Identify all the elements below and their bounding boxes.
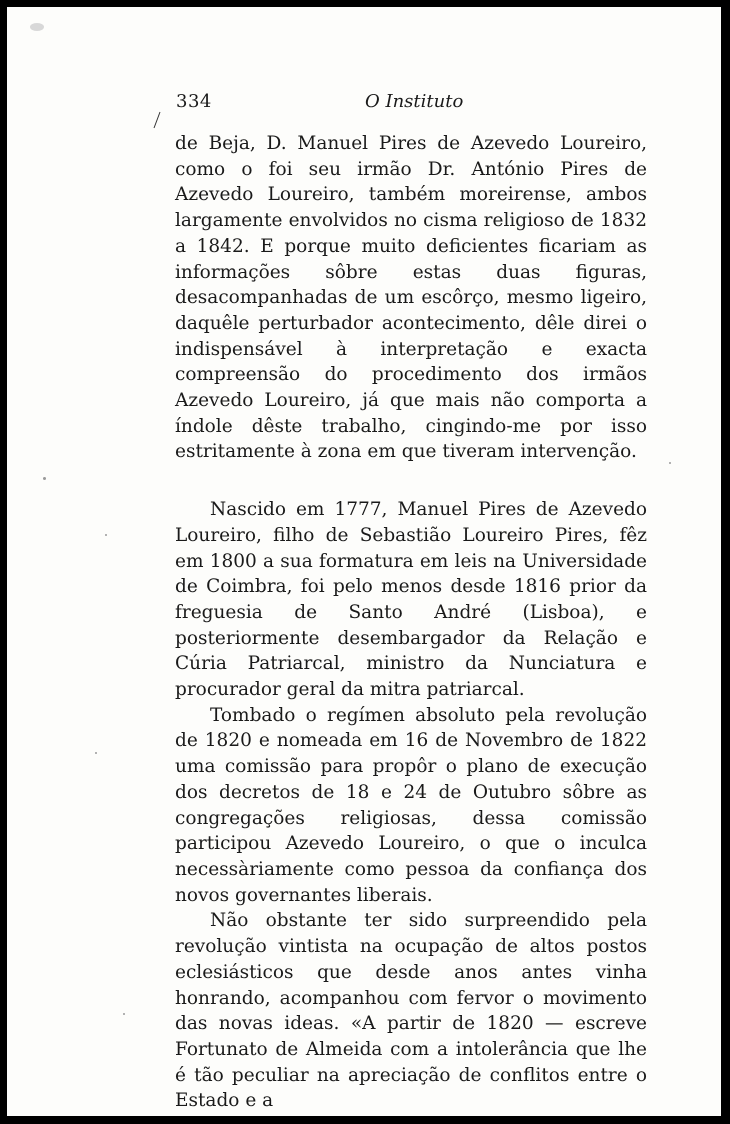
running-title: O Instituto (365, 91, 464, 112)
paragraph: Não obstante ter sido surpreendido pela revolução vintista na ocupação de altos postos eclesiásticos que desde anos antes vinha honrando, acompanhou com fervor o movimento das novas ideas. «A partir de 1820 — escreve Fortunato de Almeida com a intolerância que lhe é tão peculiar na apreciação de conflitos entre o Estado e a (175, 910, 647, 1112)
page-header (167, 91, 647, 121)
scan-speck (105, 534, 107, 536)
paragraph-continuation: de Beja, D. Manuel Pires de Azevedo Loureiro, como o foi seu irmão Dr. António Pires de Azevedo Loureiro, também moreirense, ambos largamente envolvidos no cisma religioso de 1832 a 1842. E porque muito deficientes ficariam as informações sôbre estas duas figuras, desacompanhadas de um escôrço, mesmo ligeiro, daquêle perturbador acontecimento, dêle direi o indispensável à interpretação e exacta compreensão do procedimento dos irmãos Azevedo Loureiro, já que mais não comporta a índole dêste trabalho, cingindo-me por isso estritamente à zona em que tiveram intervenção. (175, 133, 647, 463)
pencil-mark-icon (152, 111, 162, 129)
body-text (175, 131, 647, 1114)
page-number: 334 (176, 91, 212, 112)
section-gap (175, 465, 647, 497)
scan-speck (43, 477, 46, 480)
paragraph: Tombado o regímen absoluto pela revolução de 1820 e nomeada em 16 de Novembro de 1822 uma comissão para propôr o plano de execução dos decretos de 18 e 24 de Outubro sôbre as congregações religiosas, dessa comissão participou Azevedo Loureiro, o que o inculca necessàriamente como pessoa da confiança dos novos governantes liberais. (175, 704, 647, 906)
paragraph: Nascido em 1777, Manuel Pires de Azevedo Loureiro, filho de Sebastião Loureiro Pires, fêz em 1800 a sua formatura em leis na Universidade de Coimbra, foi pelo menos desde 1816 prior da freguesia de Santo André (Lisboa), e posteriormente desembargador da Relação e Cúria Patriarcal, ministro da Nunciatura e procurador geral da mitra patriarcal. (175, 499, 647, 701)
scan-speck (123, 1013, 125, 1015)
scan-speck (669, 462, 671, 464)
scan-speck (30, 23, 44, 31)
scan-speck (95, 752, 97, 754)
